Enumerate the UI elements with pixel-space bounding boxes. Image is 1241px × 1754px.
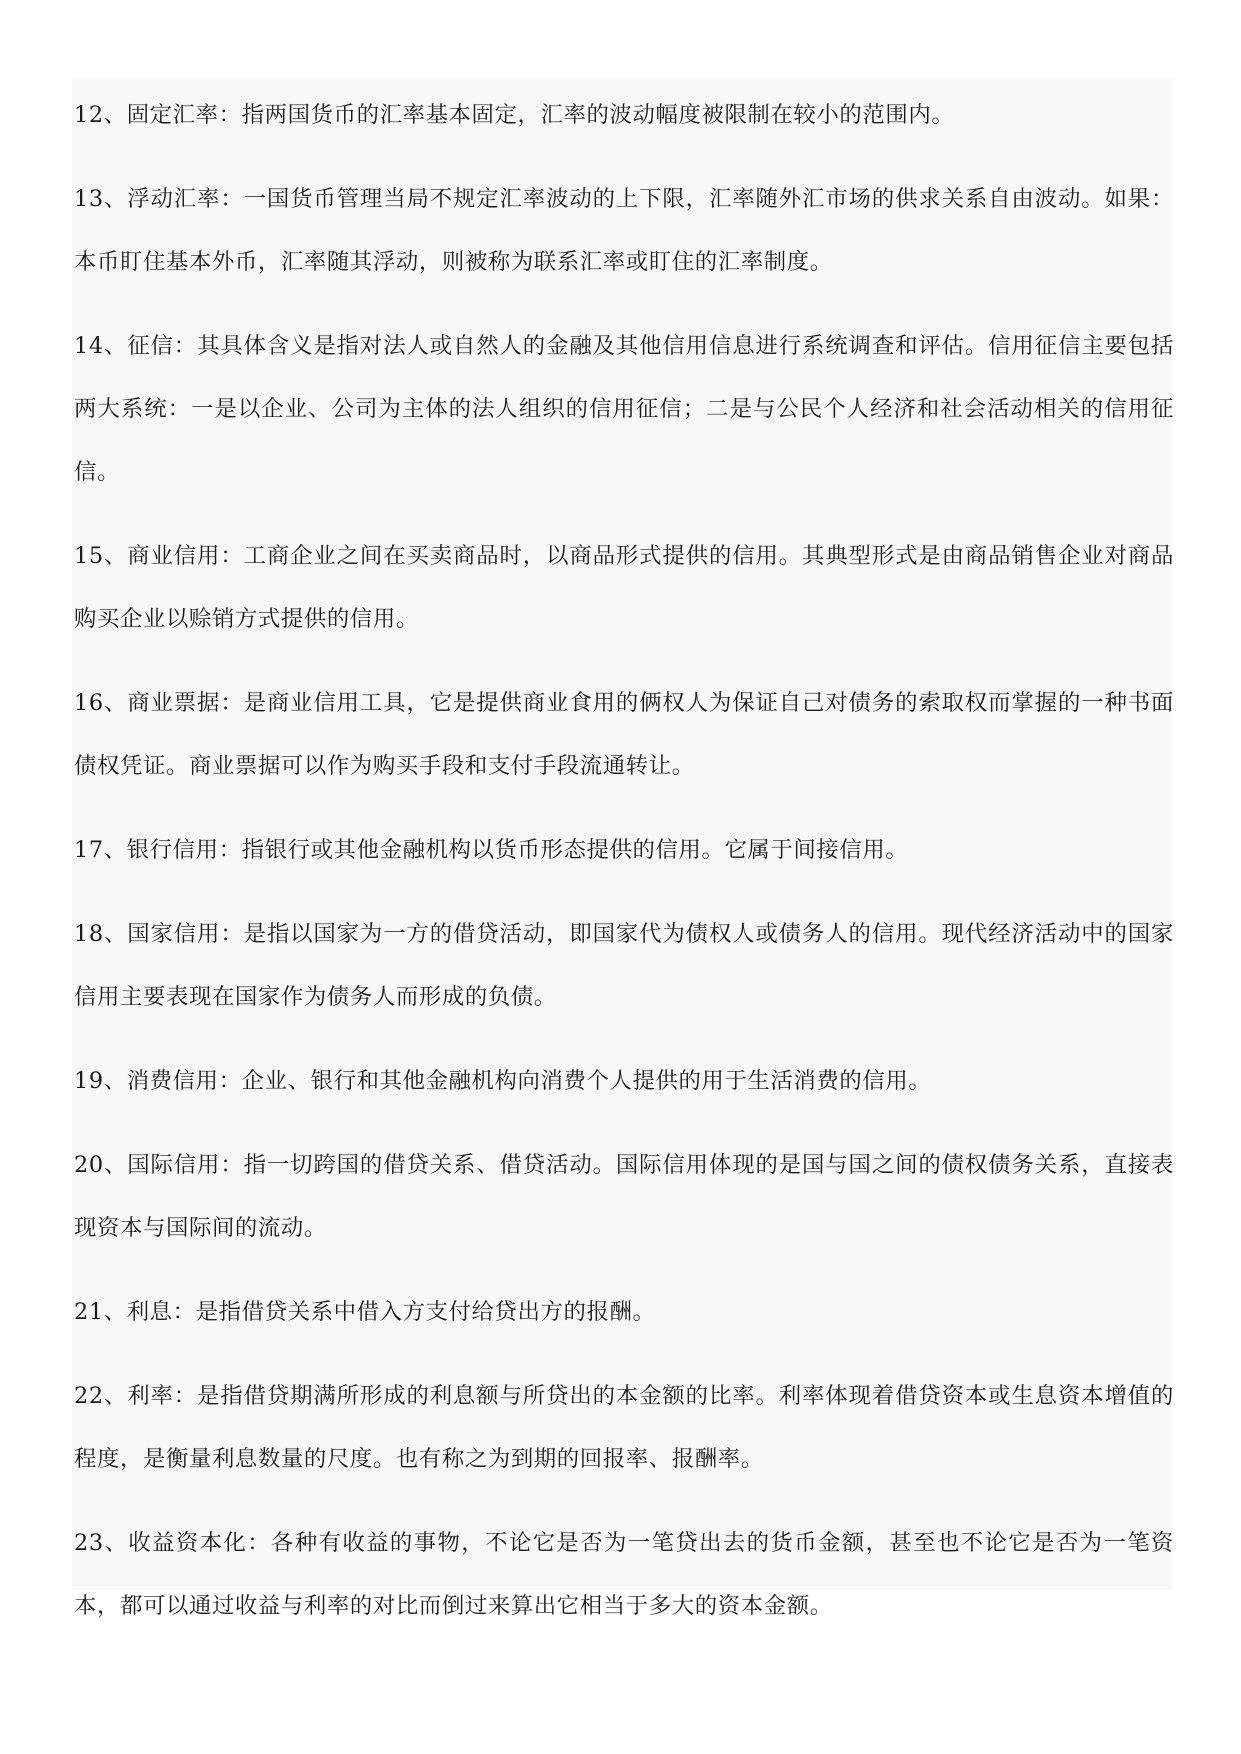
- definition-entry-15: [74, 525, 1174, 651]
- definition-entry-13: [74, 168, 1174, 294]
- entry-number: 17、: [74, 837, 127, 863]
- entry-number: 22、: [74, 1383, 128, 1409]
- entry-definition: 指两国货币的汇率基本固定，汇率的波动幅度被限制在较小的范围内。: [241, 102, 955, 128]
- definition-entry-14: [74, 315, 1174, 504]
- entry-number: 14、: [74, 333, 128, 359]
- entry-term: 收益资本化：: [128, 1530, 271, 1556]
- entry-number: 16、: [74, 690, 128, 716]
- entry-term: 固定汇率：: [126, 102, 242, 128]
- entry-number: 19、: [74, 1068, 127, 1094]
- entry-definition: 是指以国家为一方的借贷活动，即国家代为债权人或债务人的信用。现代经济活动中的国家信用主要表现在国家作为债务人而形成的负债。: [74, 921, 1175, 1010]
- entry-term: 利息：: [126, 1299, 196, 1325]
- entry-definition: 是商业信用工具，它是提供商业食用的俩权人为保证自己对债务的索取权而掌握的一种书面债权凭证。商业票据可以作为购买手段和支付手段流通转让。: [74, 690, 1175, 779]
- entry-term: 征信：: [127, 333, 198, 359]
- entry-definition: 一国货币管理当局不规定汇率波动的上下限，汇率随外汇市场的供求关系自由波动。如果：本币盯住基本外币，汇率随其浮动，则被称为联系汇率或盯住的汇率制度。: [74, 186, 1175, 275]
- definition-entry-19: [74, 1050, 1174, 1113]
- entry-definition: 是指借贷关系中借入方支付给贷出方的报酬。: [195, 1299, 656, 1325]
- entry-term: 银行信用：: [126, 837, 242, 863]
- definition-entry-16: [74, 672, 1174, 798]
- entry-term: 商业信用：: [127, 543, 244, 569]
- definition-entry-21: [74, 1281, 1174, 1344]
- entry-term: 消费信用：: [126, 1068, 242, 1094]
- entry-term: 商业票据：: [127, 690, 244, 716]
- definition-entry-22: [74, 1365, 1174, 1491]
- definition-entry-17: [74, 819, 1174, 882]
- entry-number: 18、: [74, 921, 128, 947]
- entry-definition: 指一切跨国的借贷关系、借贷活动。国际信用体现的是国与国之间的债权债务关系，直接表现资本与国际间的流动。: [74, 1152, 1175, 1241]
- entry-definition: 其具体含义是指对法人或自然人的金融及其他信用信息进行系统调查和评估。信用征信主要包括两大系统：一是以企业、公司为主体的法人组织的信用征信；二是与公民个人经济和社会活动相关的信用征信。: [74, 333, 1175, 485]
- entry-term: 利率：: [127, 1383, 198, 1409]
- entry-number: 12、: [74, 102, 127, 128]
- entry-definition: 企业、银行和其他金融机构向消费个人提供的用于生活消费的信用。: [241, 1068, 932, 1094]
- entry-definition: 是指借贷期满所形成的利息额与所贷出的本金额的比率。利率体现着借贷资本或生息资本增值的程度，是衡量利息数量的尺度。也有称之为到期的回报率、报酬率。: [74, 1383, 1175, 1472]
- definition-list: [74, 84, 1174, 1659]
- definition-entry-18: [74, 903, 1174, 1029]
- entry-term: 国家信用：: [127, 921, 244, 947]
- entry-number: 13、: [74, 186, 128, 212]
- entry-term: 浮动汇率：: [127, 186, 244, 212]
- definition-entry-20: [74, 1134, 1174, 1260]
- entry-definition: 各种有收益的事物，不论它是否为一笔贷出去的货币金额，甚至也不论它是否为一笔资本，都可以通过收益与利率的对比而倒过来算出它相当于多大的资本金额。: [74, 1530, 1174, 1619]
- entry-number: 20、: [74, 1152, 128, 1178]
- definition-entry-12: [74, 84, 1174, 147]
- entry-number: 15、: [74, 543, 128, 569]
- definition-entry-23: [74, 1512, 1174, 1638]
- entry-term: 国际信用：: [127, 1152, 244, 1178]
- entry-definition: 工商企业之间在买卖商品时，以商品形式提供的信用。其典型形式是由商品销售企业对商品购买企业以赊销方式提供的信用。: [74, 543, 1175, 632]
- entry-definition: 指银行或其他金融机构以货币形态提供的信用。它属于间接信用。: [241, 837, 909, 863]
- entry-number: 21、: [74, 1299, 127, 1325]
- entry-number: 23、: [74, 1530, 129, 1556]
